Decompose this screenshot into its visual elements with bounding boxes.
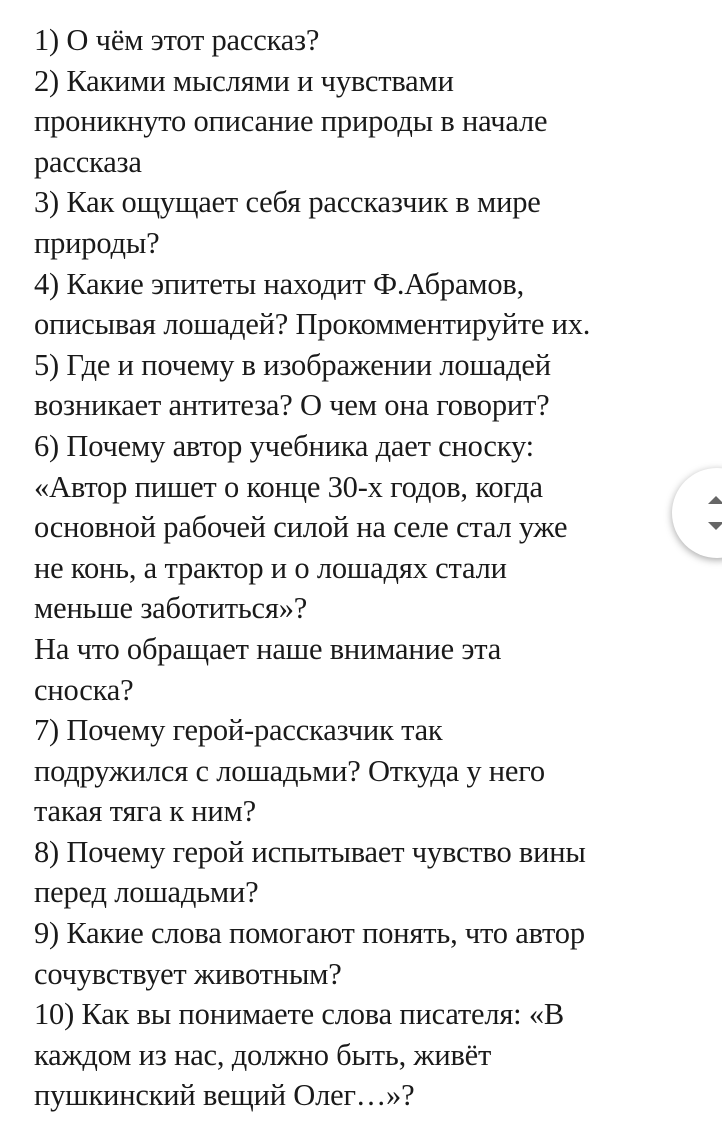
question-7-line-2: подружился с лошадьми? Откуда у него bbox=[34, 753, 545, 788]
question-2-line-2: проникнуто описание природы в начале bbox=[34, 104, 548, 139]
question-3-line-2: природы? bbox=[34, 225, 160, 260]
question-8-line-1: 8) Почему герой испытывает чувство вины bbox=[34, 834, 586, 869]
question-6-line-6: На что обращает наше внимание эта bbox=[34, 631, 502, 666]
question-7-line-1: 7) Почему герой-рассказчик так bbox=[34, 713, 443, 748]
up-down-arrows-icon bbox=[704, 488, 722, 538]
question-3-line-1: 3) Как ощущает себя рассказчик в мире bbox=[34, 185, 541, 220]
question-6-line-7: сноска? bbox=[34, 672, 134, 707]
question-2-line-1: 2) Какими мыслями и чувствами bbox=[34, 63, 454, 98]
question-6-line-2: «Автор пишет о конце 30-х годов, когда bbox=[34, 469, 543, 504]
document-text bbox=[34, 20, 684, 1116]
question-5-line-2: возникает антитеза? О чем она говорит? bbox=[34, 388, 550, 423]
question-4-line-2: описывая лошадей? Прокомментируйте их. bbox=[34, 307, 591, 342]
question-6-line-1: 6) Почему автор учебника дает сноску: bbox=[34, 428, 534, 463]
question-9-line-2: сочувствует животным? bbox=[34, 956, 342, 991]
question-7-line-3: такая тяга к ним? bbox=[34, 794, 256, 829]
question-10-line-3: пушкинский вещий Олег…»? bbox=[34, 1078, 415, 1113]
question-4-line-1: 4) Какие эпитеты находит Ф.Абрамов, bbox=[34, 266, 525, 301]
question-6-line-4: не конь, а трактор и о лошадях стали bbox=[34, 550, 507, 585]
question-5-line-1: 5) Где и почему в изображении лошадей bbox=[34, 347, 551, 382]
question-2-line-3: рассказа bbox=[34, 144, 142, 179]
question-8-line-2: перед лошадьми? bbox=[34, 875, 259, 910]
question-6-line-3: основной рабочей силой на селе стал уже bbox=[34, 510, 568, 545]
question-9-line-1: 9) Какие слова помогают понять, что автор bbox=[34, 916, 585, 951]
question-10-line-1: 10) Как вы понимаете слова писателя: «В bbox=[34, 997, 565, 1032]
question-6-line-5: меньше заботиться»? bbox=[34, 591, 308, 626]
question-1-line: 1) О чём этот рассказ? bbox=[34, 23, 320, 57]
question-10-line-2: каждом из нас, должно быть, живёт bbox=[34, 1037, 492, 1072]
